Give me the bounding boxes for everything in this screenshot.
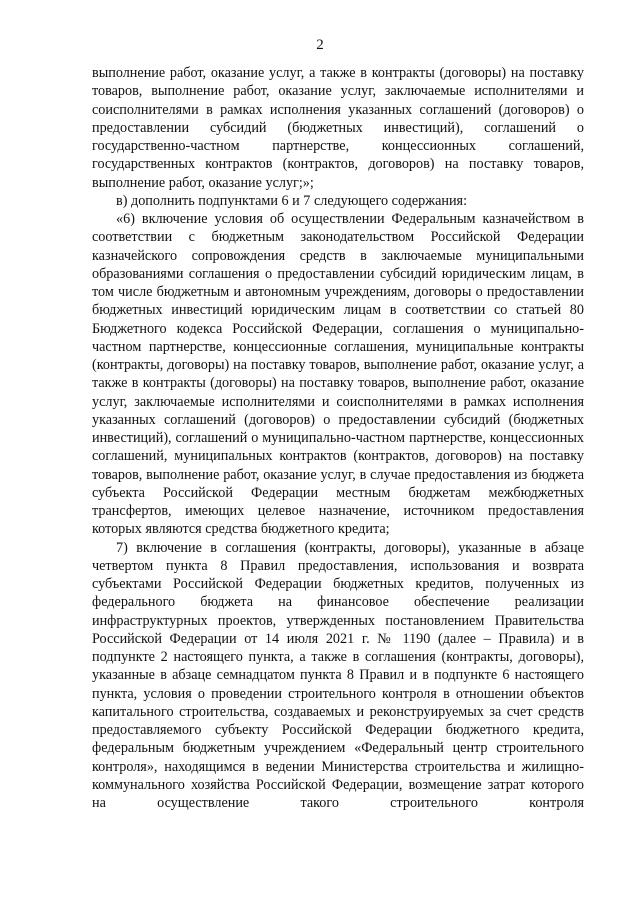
page-number: 2: [316, 37, 324, 53]
paragraph-continuation: выполнение работ, оказание услуг, а также в контракты (договоры) на поставку товаров, выполнение работ, оказание услуг, заключаемые исполнителями и соисполнителями в рамках исполнения указанных соглашений (договоров) о предоставлении субсидий (бюджетных инвестиций), соглашений о государственно-частном партнерстве, концессионных соглашений, государственных контрактов (контрактов, договоров) на поставку товаров, выполнение работ, оказание услуг;»;: [92, 65, 584, 191]
paragraph-subitem-7: 7) включение в соглашения (контракты, договоры), указанные в абзаце четвертом пункта 8 Правил предоставления, использования и возврата субъектами Российской Федерации бюджетных кредитов, полученных из федерального бюджета на финансовое обеспечение реализации инфраструктурных проектов, утвержденных постановлением Правительства Российской Федерации от 14 июля 2021 г. № 1190 (далее – Правила) и в подпункте 2 настоящего пункта, а также в соглашения (контракты, договоры), указанные в абзаце семнадцатом пункта 8 Правил и в подпункте 6 настоящего пункта, условия о проведении строительного контроля в отношении объектов капитального строительства, создаваемых и реконструируемых за счет средств предоставляемого субъекту Российской Федерации бюджетного кредита, федеральным бюджетным учреждением «Федеральный центр строительного контроля», находящимся в ведении Министерства строительства и жилищно-коммунального хозяйства Российской Федерации, возмещение затрат которого на осуществление такого строительного контроля: [92, 539, 584, 811]
paragraph-subitem-6: «6) включение условия об осуществлении Федеральным казначейством в соответствии с бюджетным законодательством Российской Федерации казначейского сопровождения средств в заключаемые муниципальными образованиями соглашения о предоставлении субсидий юридическим лицам, в том числе бюджетным и автономным учреждениям, договоры о предоставлении бюджетных инвестиций юридическим лицам в соответствии со статьей 80 Бюджетного кодекса Российской Федерации, соглашения о муниципально-частном партнерстве, концессионные соглашения, муниципальные контракты (контракты, договоры) на поставку товаров, выполнение работ, оказание услуг, а также в контракты (договоры) на поставку товаров, выполнение работ, оказание услуг, заключаемые исполнителями и соисполнителями в рамках исполнения указанных соглашений (договоров) о предоставлении субсидий (бюджетных инвестиций), соглашений о муниципально-частном партнерстве, концессионных соглашений, муниципальных контрактов (контрактов, договоров) на поставку товаров, выполнение работ, оказание услуг, в случае предоставления из бюджета субъекта Российской Федерации местным бюджетам межбюджетных трансфертов, имеющих целевое назначение, источником предоставления которых являются средства бюджетного кредита;: [92, 211, 584, 538]
body-text: [92, 64, 584, 812]
paragraph-subitem-v: в) дополнить подпунктами 6 и 7 следующего содержания:: [116, 192, 468, 209]
